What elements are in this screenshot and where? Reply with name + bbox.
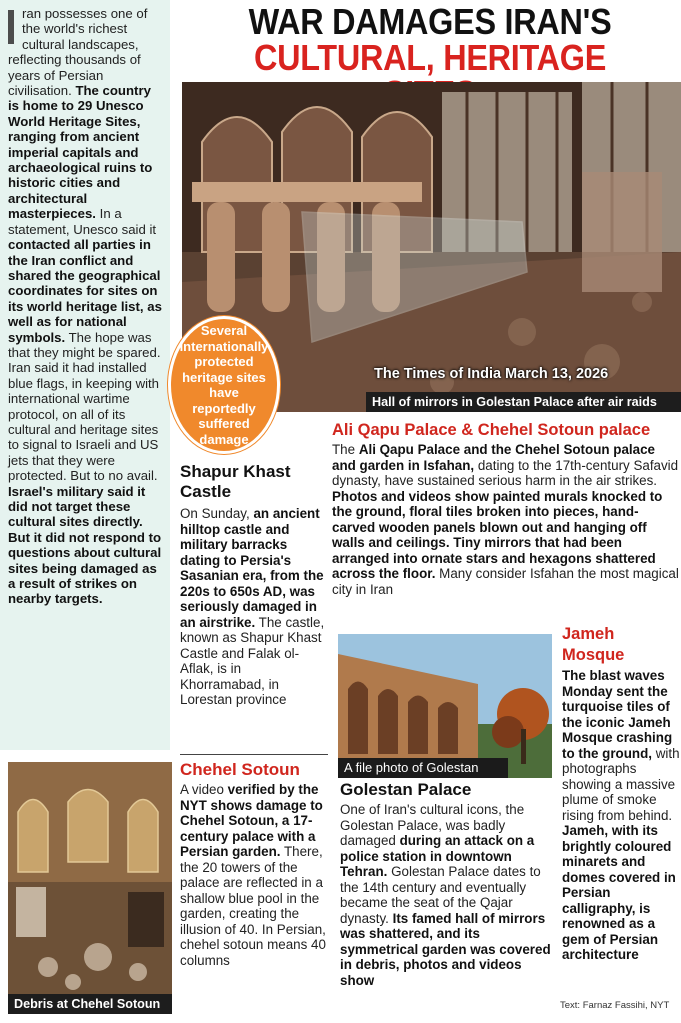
shapur-text-1: On Sunday, [180,506,250,521]
intro-text-6: Israel's military said it did not target these cultural sites directly. But it did not respond to questions about cultural sites being damaged as a result of strikes on nearby targets. [8,483,162,607]
main-photo-caption: Hall of mirrors in Golestan Palace after air raids [366,392,681,412]
headline-line-2: CULTURAL, HERITAGE [253,37,607,78]
chehel-text-1: A video [180,782,224,797]
intro-text-1: ran possesses one of the world's richest cultural landscapes, reflecting thousands of years of Persian civilisation. [8,6,148,99]
golestan-text-4: Its famed hall of mirrors was shattered, and its symmetrical garden was covered in debris, photos and videos show [340,910,551,988]
chehel-text-3: There, the 20 towers of the palace are reflected in a shallow blue pool in the garden, creating the illusion of 40. In Persian, chehel sotoun means 40 columns [180,844,326,968]
golestan-photo [338,634,552,778]
divider [180,754,328,755]
jameh-body [562,668,681,963]
golestan-text-1: One of Iran's cultural icons, the Golestan Palace, was badly damaged [340,802,525,848]
intro-text-2: The country is home to 29 Unesco World Heritage Sites, ranging from ancient imperial capitals and archaeological ruins to historic cities and architectural masterpieces. [8,83,153,222]
shapur-text-2: an ancient hilltop castle and military barracks dating to Persia's Sasanian era, from the 220s to 650s AD, was seriously damaged in an airstrike. [180,506,324,630]
watermark: The Times of India March 13, 2026 [374,366,609,382]
jameh-section [562,624,681,963]
golestan-section [340,780,554,988]
headline-line-1: WAR DAMAGES IRAN'S [248,1,612,42]
chehel-body [180,782,330,968]
callout-badge-text: Several internationally protected heritage sites have reportedly suffered damage [179,323,269,447]
debris-photo [8,762,172,994]
jameh-title: Jameh Mosque [562,625,625,664]
shapur-title: Shapur Khast Castle [180,462,291,501]
callout-badge [168,316,280,454]
intro-text-4: contacted all parties in the Iran conflict and shared the geographical coordinates for sites on its world heritage list, as well as for national symbols. [8,237,162,345]
aliqapu-title: Ali Qapu Palace & Chehel Sotoun palace [332,421,651,439]
aliqapu-text-4: Photos and videos show painted murals knocked to the ground, floral tiles broken into pieces, hand-carved wooden panels blown out and hanging off walls and ceilings. Tiny mirrors that had been arranged into ornate stars and hexagons shattered across the floor. [332,488,663,581]
aliqapu-text-5: Many consider Isfahan the most magical city in Iran [332,566,679,597]
aliqapu-text-3: dating to the 17th-century Safavid dynasty, have sustained serious harm in the air strikes. [332,457,679,488]
intro-text-5: The hope was that they might be spared. Iran said it had installed blue flags, in keeping with international wartime protocol, on all of its cultural and heritage sites to signal to Israeli and US jets that they were protected. But to no avail. [8,329,161,484]
shapur-section [180,462,328,708]
golestan-body [340,802,554,988]
aliqapu-section [332,420,681,597]
golestan-photo-caption: A file photo of Golestan [338,758,508,778]
aliqapu-text-1: The [332,442,356,457]
aliqapu-body [332,442,681,597]
jameh-text-3: Jameh, with its brightly coloured minarets and domes covered in Persian calligraphy, is renowned as a gem of Persian architecture [562,823,676,962]
jameh-text-2: with photographs showing a massive plume of smoke rising from behind. [562,745,680,823]
intro-text-3: In a statement, Unesco said it [8,206,157,237]
shapur-text-3: The castle, known as Shapur Khast Castle and Falak ol-Aflak, is in Khorramabad, in Lorestan province [180,614,325,707]
chehel-section [180,760,330,968]
intro-column [0,0,170,750]
chehel-text-2: verified by the NYT shows damage to Chehel Sotoun, a 17-century palace with a Persian garden. [180,782,323,859]
golestan-text-2: during an attack on a police station in downtown Tehran. [340,833,535,879]
shapur-body [180,506,328,708]
drop-cap-bar [8,10,14,44]
credit-line: Text: Farnaz Fassihi, NYT [560,1000,670,1011]
debris-photo-caption: Debris at Chehel Sotoun [8,994,172,1014]
golestan-title: Golestan Palace [340,780,472,799]
golestan-text-3: Golestan Palace dates to the 14th century and eventually became the seat of the Qajar dynasty. [340,864,541,926]
chehel-title: Chehel Sotoun [180,760,300,779]
jameh-text-1: The blast waves Monday sent the turquoise tiles of the iconic Jameh Mosque crashing to the ground, [562,668,673,761]
aliqapu-text-2: Ali Qapu Palace and the Chehel Sotoun palace and garden in Isfahan, [332,442,655,473]
